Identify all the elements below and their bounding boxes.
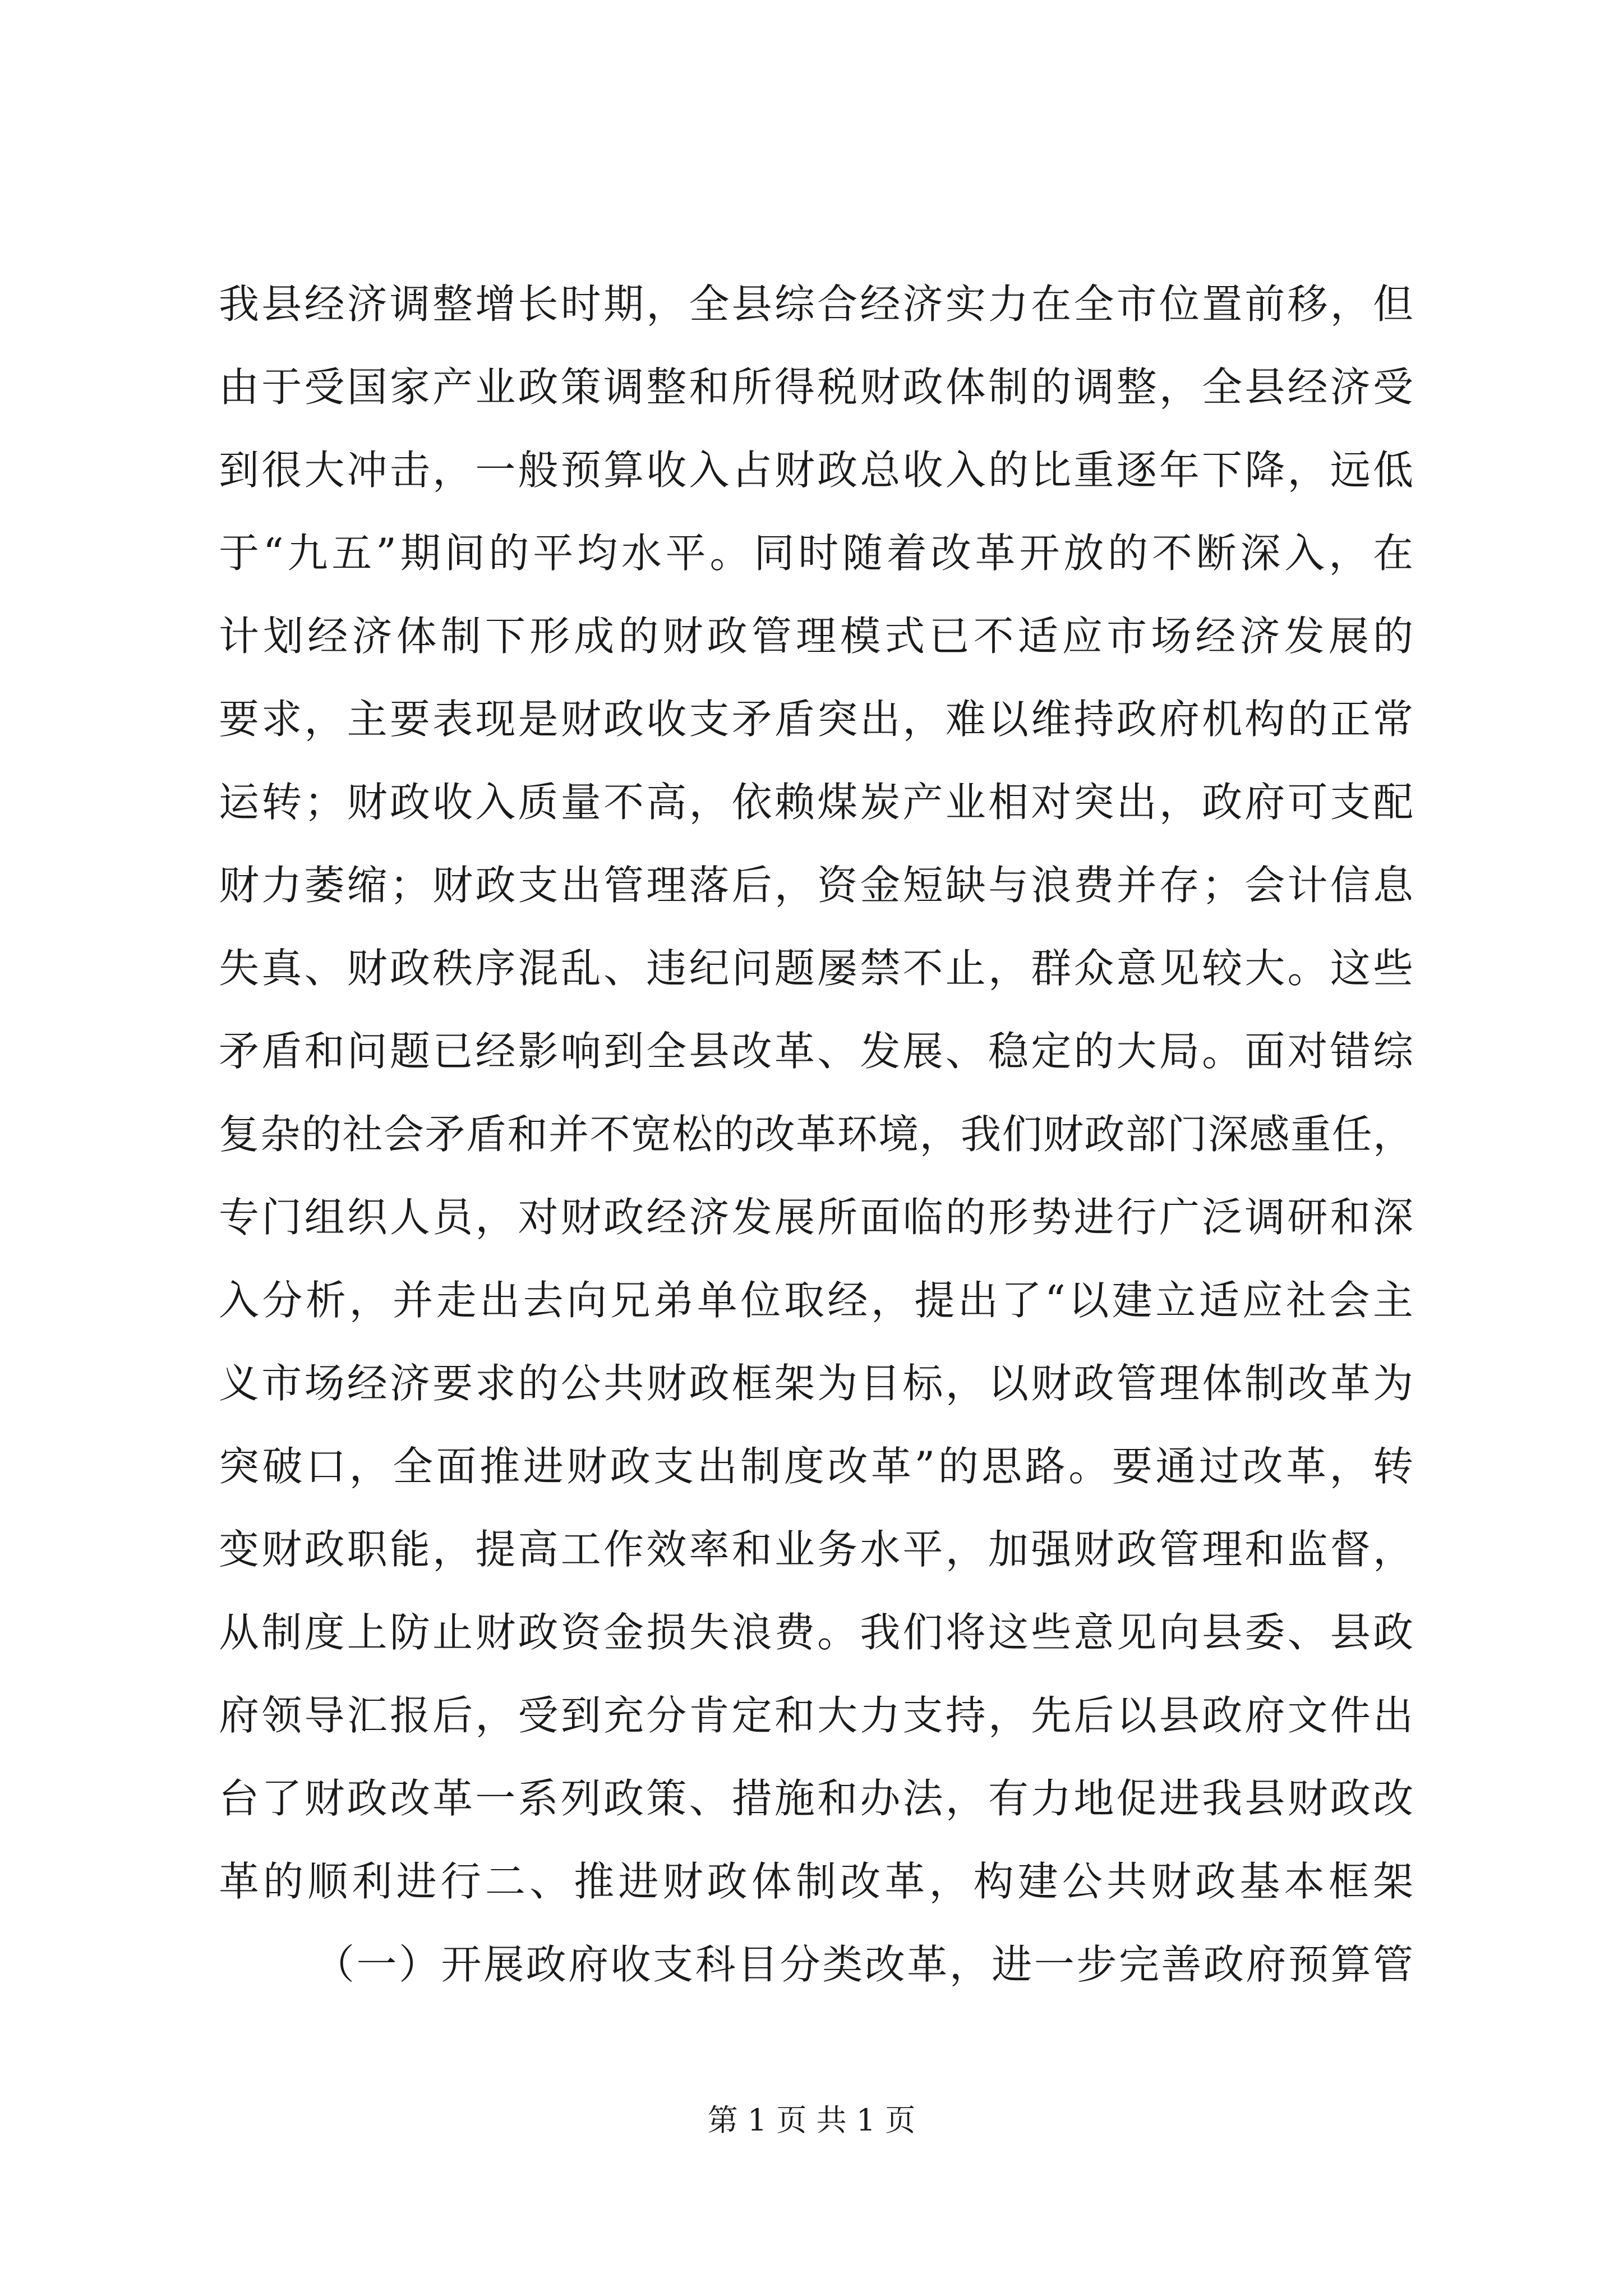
text-line: 复杂的社会矛盾和并不宽松的改革环境，我们财政部门深感重任，: [219, 1111, 1413, 1158]
text-line: 要求，主要表现是财政收支矛盾突出，难以维持政府机构的正常: [219, 696, 1413, 743]
text-line: 计划经济体制下形成的财政管理模式已不适应市场经济发展的: [219, 613, 1413, 660]
text-line: 从制度上防止财政资金损失浪费。我们将这些意见向县委、县政: [219, 1609, 1413, 1656]
text-line: 失真、财政秩序混乱、违纪问题屡禁不止，群众意见较大。这些: [219, 945, 1413, 992]
text-line: 由于受国家产业政策调整和所得税财政体制的调整，全县经济受: [219, 364, 1413, 411]
text-line: 义市场经济要求的公共财政框架为目标，以财政管理体制改革为: [219, 1360, 1413, 1407]
text-line: 专门组织人员，对财政经济发展所面临的形势进行广泛调研和深: [219, 1194, 1413, 1241]
text-line: 财力萎缩；财政支出管理落后，资金短缺与浪费并存；会计信息: [219, 862, 1413, 909]
text-line: 到很大冲击，一般预算收入占财政总收入的比重逐年下降，远低: [219, 447, 1413, 494]
text-line: 入分析，并走出去向兄弟单位取经，提出了“以建立适应社会主: [219, 1277, 1413, 1324]
text-line: 于“九五”期间的平均水平。同时随着改革开放的不断深入，在: [219, 530, 1413, 577]
text-line: 台了财政改革一系列政策、措施和办法，有力地促进我县财政改: [219, 1775, 1413, 1822]
text-line: 运转；财政收入质量不高，依赖煤炭产业相对突出，政府可支配: [219, 779, 1413, 826]
text-line: 府领导汇报后，受到充分肯定和大力支持，先后以县政府文件出: [219, 1692, 1413, 1739]
document-body: [219, 263, 1413, 2006]
section-heading-line: （一）开展政府收支科目分类改革，进一步完善政府预算管: [314, 1941, 1413, 1988]
text-line: 我县经济调整增长时期，全县综合经济实力在全市位置前移，但: [219, 280, 1413, 328]
text-line: 矛盾和问题已经影响到全县改革、发展、稳定的大局。面对错综: [219, 1028, 1413, 1075]
text-line: 突破口，全面推进财政支出制度改革”的思路。要通过改革，转: [219, 1443, 1413, 1490]
text-line: 变财政职能，提高工作效率和业务水平，加强财政管理和监督，: [219, 1526, 1413, 1573]
text-line: 革的顺利进行二、推进财政体制改革，构建公共财政基本框架: [219, 1858, 1413, 1905]
page-footer: 第 1 页 共 1 页: [707, 2102, 916, 2138]
